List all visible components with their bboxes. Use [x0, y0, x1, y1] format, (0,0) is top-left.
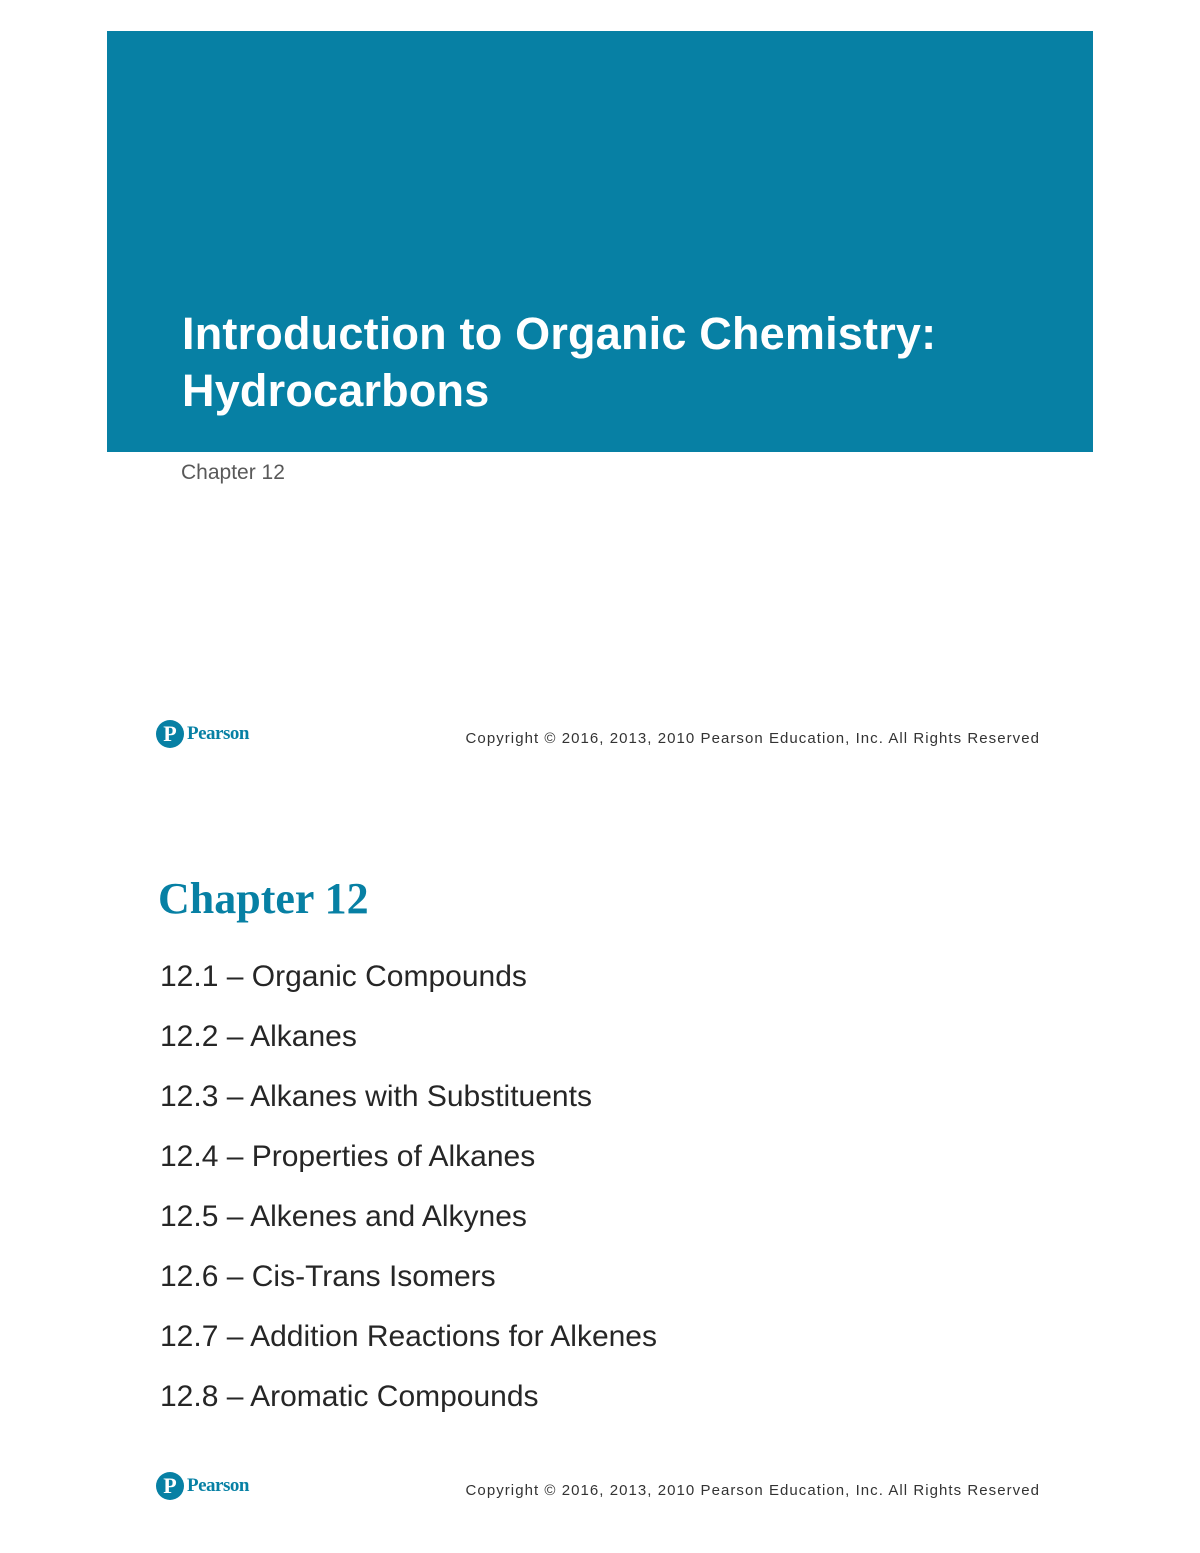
pearson-logo	[156, 1472, 249, 1500]
list-item: 12.5 – Alkenes and Alkynes	[160, 1200, 527, 1233]
list-item: 12.6 – Cis-Trans Isomers	[160, 1260, 496, 1293]
list-item: 12.2 – Alkanes	[160, 1020, 357, 1053]
copyright-notice: Copyright © 2016, 2013, 2010 Pearson Education, Inc. All Rights Reserved	[465, 1482, 1040, 1499]
section-list	[160, 954, 657, 1434]
slide-title-line-2: Hydrocarbons	[182, 365, 490, 416]
title-banner	[107, 31, 1093, 452]
slide-title-line-1: Introduction to Organic Chemistry:	[182, 308, 937, 359]
list-item: 12.8 – Aromatic Compounds	[160, 1380, 539, 1413]
list-item: 12.7 – Addition Reactions for Alkenes	[160, 1320, 657, 1353]
list-item: 12.1 – Organic Compounds	[160, 960, 527, 993]
list-item: 12.3 – Alkanes with Substituents	[160, 1080, 592, 1113]
pearson-logo	[156, 720, 249, 748]
pearson-logo-text: Pearson	[187, 1475, 249, 1496]
copyright-notice: Copyright © 2016, 2013, 2010 Pearson Education, Inc. All Rights Reserved	[465, 730, 1040, 747]
slide-title	[182, 305, 936, 419]
chapter-heading: Chapter 12	[158, 874, 369, 923]
slide-subtitle: Chapter 12	[181, 461, 285, 484]
pearson-logo-text: Pearson	[187, 723, 249, 744]
list-item: 12.4 – Properties of Alkanes	[160, 1140, 536, 1173]
pearson-logo-icon: P	[156, 1472, 184, 1500]
pearson-logo-icon: P	[156, 720, 184, 748]
